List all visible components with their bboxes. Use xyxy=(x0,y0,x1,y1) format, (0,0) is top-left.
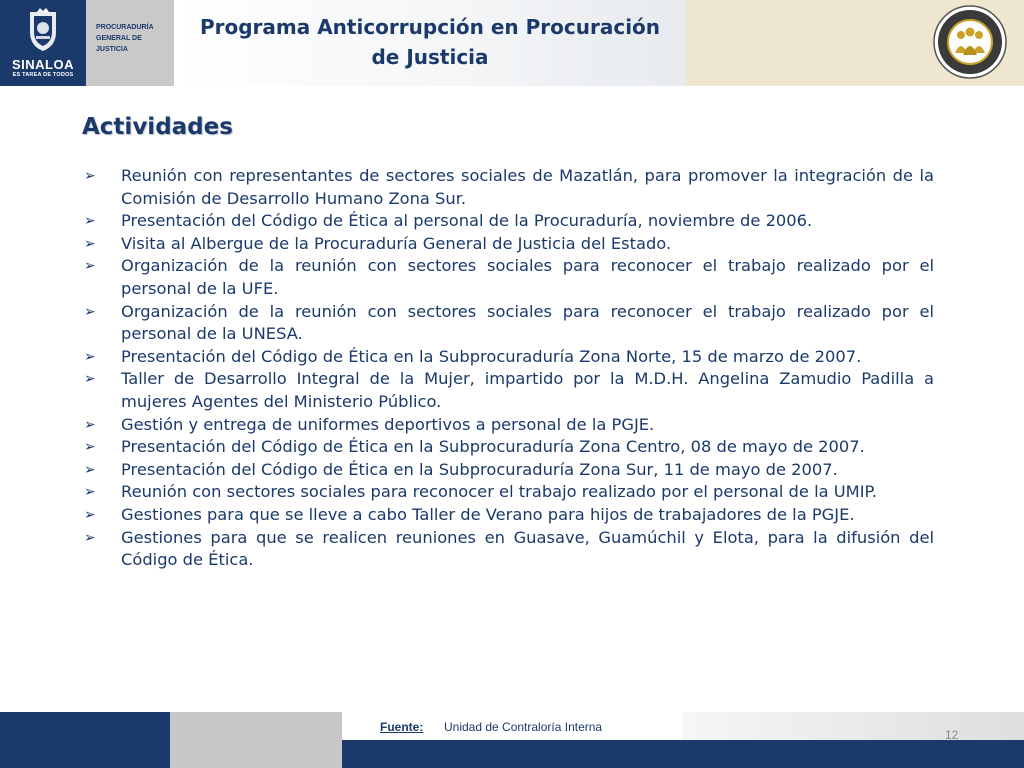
list-item-text: Reunión con sectores sociales para reconocer el trabajo realizado por el personal de la UMIP. xyxy=(121,482,877,502)
list-item xyxy=(84,459,934,482)
list-item xyxy=(84,210,934,233)
arrow-bullet-icon: ➢ xyxy=(84,416,96,433)
sinaloa-shield-icon xyxy=(26,8,60,52)
source-label: Fuente: xyxy=(380,720,424,734)
title-band xyxy=(174,0,686,86)
slide-title xyxy=(174,12,686,72)
list-item xyxy=(84,165,934,210)
list-item-text: Gestión y entrega de uniformes deportivos a personal de la PGJE. xyxy=(121,414,655,434)
org-name-line: PROCURADURÍA xyxy=(96,24,154,31)
arrow-bullet-icon: ➢ xyxy=(84,235,96,252)
activities-list xyxy=(84,165,934,572)
arrow-bullet-icon: ➢ xyxy=(84,439,96,456)
sinaloa-logo xyxy=(0,0,86,86)
list-item xyxy=(84,255,934,300)
arrow-bullet-icon: ➢ xyxy=(84,168,96,184)
footer-gray-block xyxy=(170,712,342,768)
list-item xyxy=(84,436,934,459)
list-item xyxy=(84,301,934,346)
list-item-text: Reunión con representantes de sectores sociales de Mazatlán, para promover la integración de la Comisión de Desarrollo Humano Zona Sur. xyxy=(121,166,934,208)
slide-title-line: Programa Anticorrupción en Procuración xyxy=(199,15,661,39)
footer-right-block xyxy=(682,712,1024,740)
footer-source xyxy=(342,712,682,740)
footer xyxy=(0,712,1024,768)
list-item-text: Organización de la reunión con sectores sociales para reconocer el trabajo realizado por el personal de la UFE. xyxy=(121,256,934,298)
list-item xyxy=(84,527,934,572)
list-item-text: Gestiones para que se lleve a cabo Taller de Verano para hijos de trabajadores de la PGJE. xyxy=(121,504,855,524)
arrow-bullet-icon: ➢ xyxy=(84,529,96,546)
arrow-bullet-icon: ➢ xyxy=(84,484,96,501)
list-item xyxy=(84,346,934,369)
list-item-text: Presentación del Código de Ética en la Subprocuraduría Zona Centro, 08 de mayo de 2007. xyxy=(121,437,865,457)
arrow-bullet-icon: ➢ xyxy=(84,371,96,388)
org-name-line: JUSTICIA xyxy=(96,46,128,53)
section-heading: Actividades xyxy=(82,114,233,140)
arrow-bullet-icon: ➢ xyxy=(84,461,96,478)
list-item xyxy=(84,414,934,437)
arrow-bullet-icon: ➢ xyxy=(84,348,96,365)
list-item-text: Presentación del Código de Ética en la Subprocuraduría Zona Norte, 15 de marzo de 2007. xyxy=(121,346,862,366)
list-item xyxy=(84,368,934,413)
list-item-text: Presentación del Código de Ética al personal de la Procuraduría, noviembre de 2006. xyxy=(121,211,813,231)
footer-navy-block xyxy=(0,712,170,768)
footer-navy-strip xyxy=(342,740,1024,768)
arrow-bullet-icon: ➢ xyxy=(84,213,96,230)
list-item xyxy=(84,504,934,527)
logo-wordmark: SINALOA xyxy=(12,57,74,72)
source-text: Unidad de Contraloría Interna xyxy=(444,720,603,734)
list-item-text: Presentación del Código de Ética en la Subprocuraduría Zona Sur, 11 de mayo de 2007. xyxy=(121,459,838,479)
logo-tagline: ES TAREA DE TODOS xyxy=(12,72,74,78)
page-number: 12 xyxy=(945,728,959,742)
slide-title-line: de Justicia xyxy=(371,45,489,69)
pgje-seal-icon xyxy=(933,5,1007,79)
list-item-text: Organización de la reunión con sectores sociales para reconocer el trabajo realizado por el personal de la UNESA. xyxy=(121,301,934,344)
org-name-line: GENERAL DE xyxy=(96,35,142,42)
list-item-text: Taller de Desarrollo Integral de la Mujer, impartido por la M.D.H. Angelina Zamudio Padilla a mujeres Agentes del Ministerio Público. xyxy=(121,369,934,411)
arrow-bullet-icon: ➢ xyxy=(84,506,96,523)
list-item xyxy=(84,481,934,504)
list-item xyxy=(84,233,934,256)
list-item-text: Gestiones para que se realicen reuniones en Guasave, Guamúchil y Elota, para la difusión del Código de Ética. xyxy=(121,527,934,570)
list-item-text: Visita al Albergue de la Procuraduría General de Justicia del Estado. xyxy=(121,233,672,253)
arrow-bullet-icon: ➢ xyxy=(84,258,96,275)
org-name-block xyxy=(86,0,174,86)
arrow-bullet-icon: ➢ xyxy=(84,303,96,320)
